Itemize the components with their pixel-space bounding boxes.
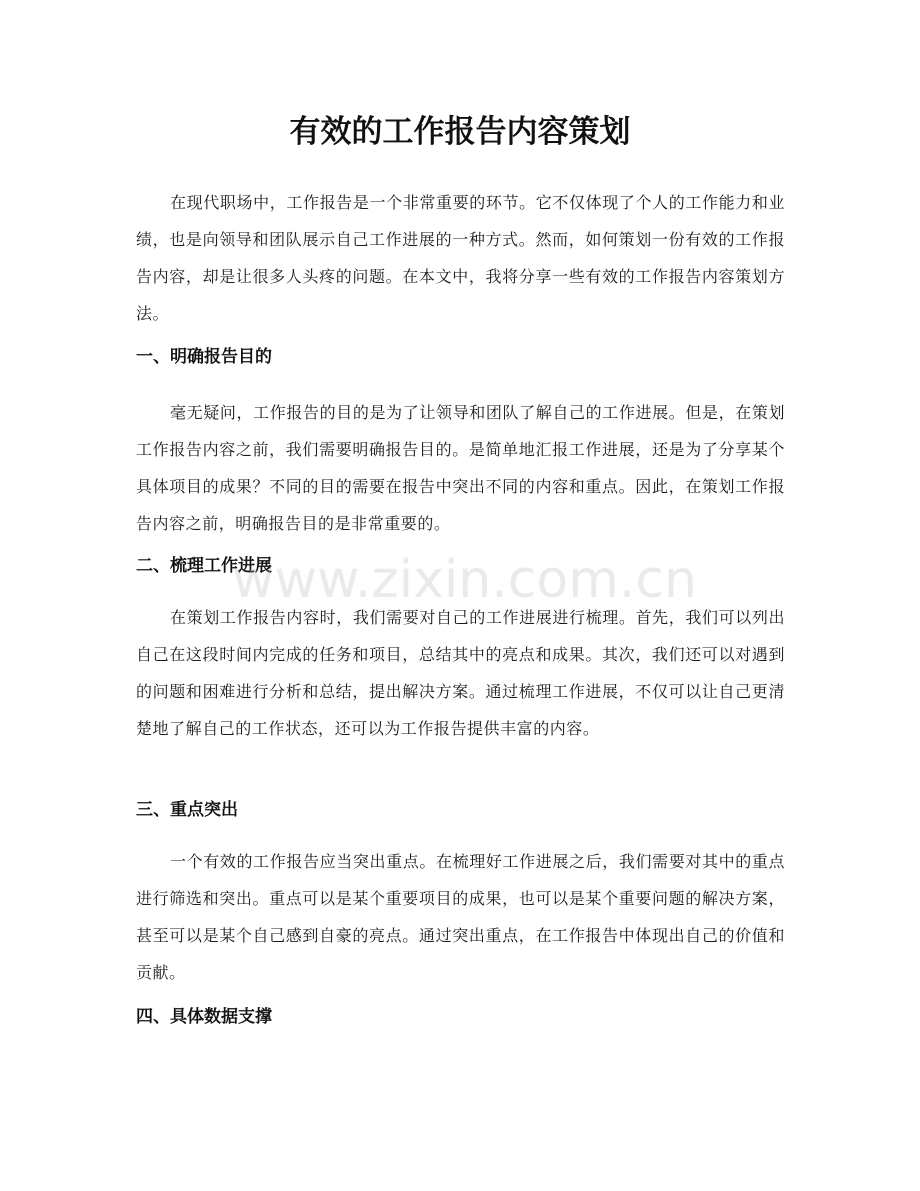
section-1-paragraph: 毫无疑问，工作报告的目的是为了让领导和团队了解自己的工作进展。但是，在策划工作报告内容之前，我们需要明确报告目的。是简单地汇报工作进展，还是为了分享某个具体项目的成果？不同的目的需要在报告中突出不同的内容和重点。因此，在策划工作报告内容之前，明确报告目的是非常重要的。	[136, 403, 785, 533]
intro-paragraph: 在现代职场中，工作报告是一个非常重要的环节。它不仅体现了个人的工作能力和业绩，也是向领导和团队展示自己工作进展的一种方式。然而，如何策划一份有效的工作报告内容，却是让很多人头疼的问题。在本文中，我将分享一些有效的工作报告内容策划方法。	[136, 193, 785, 323]
section-4-heading: 四、具体数据支撑	[136, 1007, 272, 1027]
section-1-heading: 一、明确报告目的	[136, 347, 272, 367]
section-2-paragraph: 在策划工作报告内容时，我们需要对自己的工作进展进行梳理。首先，我们可以列出自己在这段时间内完成的任务和项目，总结其中的亮点和成果。其次，我们还可以对遇到的问题和困难进行分析和总结，提出解决方案。通过梳理工作进展，不仅可以让自己更清楚地了解自己的工作状态，还可以为工作报告提供丰富的内容。	[136, 608, 785, 738]
section-3-paragraph: 一个有效的工作报告应当突出重点。在梳理好工作进展之后，我们需要对其中的重点进行筛选和突出。重点可以是某个重要项目的成果，也可以是某个重要问题的解决方案，甚至可以是某个自己感到自豪的亮点。通过突出重点，在工作报告中体现出自己的价值和贡献。	[136, 852, 785, 982]
document-title: 有效的工作报告内容策划	[289, 114, 631, 150]
section-3-heading: 三、重点突出	[136, 800, 238, 820]
watermark-text: www.zixin.com.cn	[232, 550, 697, 610]
section-2-heading: 二、梳理工作进展	[136, 556, 272, 576]
